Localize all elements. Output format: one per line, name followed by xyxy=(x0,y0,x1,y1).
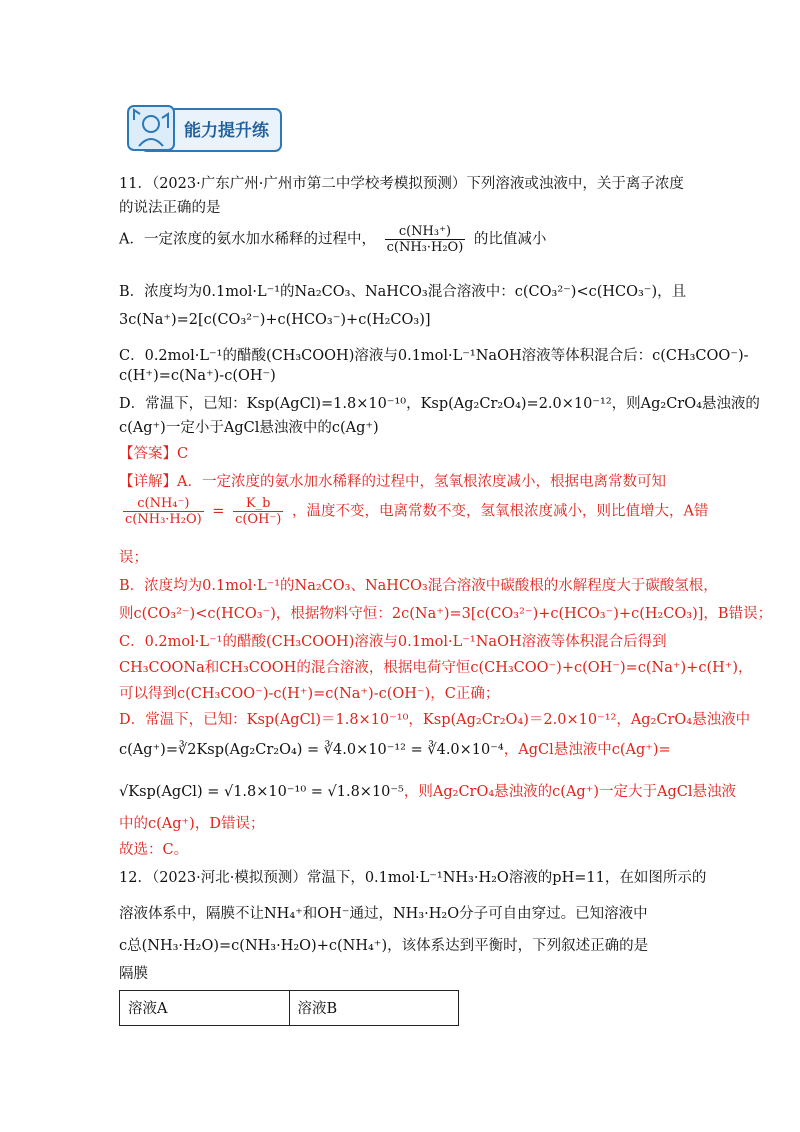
q12-stem-line1: 12．（2023·河北·模拟预测）常温下，0.1mol·L⁻¹NH₃·H₂O溶液的pH=11，在如图所示的 xyxy=(119,870,707,886)
section-banner xyxy=(122,98,280,154)
solution-a-cell: 溶液A xyxy=(128,1001,168,1017)
explanation-line5: 则c(CO₃²⁻)<c(HCO₃⁻)，根据物料守恒：2c(Na⁺)=3[c(CO₃²⁻)+c(HCO₃⁻)+c(H₂CO₃)]，B错误； xyxy=(119,606,773,622)
option-a-fraction xyxy=(385,224,466,255)
exp10-prefix: c(Ag⁺)= xyxy=(119,742,178,758)
explanation-line10 xyxy=(119,738,671,759)
q11-option-b-line2: 3c(Na⁺)=2[c(CO₃²⁻)+c(HCO₃⁻)+c(H₂CO₃)] xyxy=(119,312,431,328)
answer-label: 【答案】C xyxy=(119,446,189,462)
solution-diagram xyxy=(119,990,459,1026)
exp10-math: ∛2Ksp(Ag₂Cr₂O₄) = ∛4.0×10⁻¹² = ∛4.0×10⁻⁴ xyxy=(178,742,504,758)
exp-fraction-1-num: c(NH₄⁻) xyxy=(123,496,204,512)
exp-fraction-2-num: K_b xyxy=(233,496,283,512)
option-a-denominator: c(NH₃·H₂O) xyxy=(386,240,464,255)
exp-fraction-1-den: c(NH₃·H₂O) xyxy=(125,512,202,527)
explanation-line3: 误； xyxy=(119,550,148,566)
engineer-icon xyxy=(122,100,182,154)
q11-option-c-line2: c(H⁺)=c(Na⁺)-c(OH⁻) xyxy=(119,368,276,384)
solution-b-cell: 溶液B xyxy=(289,991,459,1025)
q12-stem-line3: c总(NH₃·H₂O)=c(NH₃·H₂O)+c(NH₄⁺)，该体系达到平衡时，下列叙述正确的是 xyxy=(119,938,649,954)
q12-membrane-label: 隔膜 xyxy=(119,966,148,982)
q11-stem-line2: 的说法正确的是 xyxy=(119,200,221,216)
exp10-suffix: ，AgCl悬浊液中c(Ag⁺)= xyxy=(503,742,671,758)
exp-fraction-2 xyxy=(233,496,283,527)
exp11-suffix: ，则Ag₂CrO₄悬浊液的c(Ag⁺)一定大于AgCl悬浊液 xyxy=(403,784,736,800)
q11-option-d-line1: D．常温下，已知：Ksp(AgCl)=1.8×10⁻¹⁰，Ksp(Ag₂Cr₂O₄)=2.0×10⁻¹²，则Ag₂CrO₄悬浊液的 xyxy=(119,396,760,412)
explanation-line13: 故选：C。 xyxy=(119,842,189,858)
option-a-suffix: 的比值减小 xyxy=(473,231,547,248)
exp11-math: √Ksp(AgCl) = √1.8×10⁻¹⁰ = √1.8×10⁻⁵ xyxy=(119,784,404,800)
exp-fraction-1 xyxy=(123,496,204,527)
q11-option-b-line1: B．浓度均为0.1mol·L⁻¹的Na₂CO₃、NaHCO₃混合溶液中：c(CO₃²⁻)<c(HCO₃⁻)，且 xyxy=(119,284,687,300)
exp-formula-suffix: ，温度不变，电离常数不变，氢氧根浓度减小，则比值增大，A错 xyxy=(291,503,709,520)
explanation-line12: 中的c(Ag⁺)，D错误； xyxy=(119,816,265,832)
q11-option-c-line1: C．0.2mol·L⁻¹的醋酸(CH₃COOH)溶液与0.1mol·L⁻¹NaOH溶液等体积混合后：c(CH₃COO⁻)- xyxy=(119,348,749,364)
explanation-formula-line xyxy=(119,496,708,527)
q11-option-a xyxy=(119,224,546,255)
explanation-line4: B．浓度均为0.1mol·L⁻¹的Na₂CO₃、NaHCO₃混合溶液中碳酸根的水解程度大于碳酸氢根， xyxy=(119,578,718,594)
q11-option-d-line2: c(Ag⁺)一定小于AgCl悬浊液中的c(Ag⁺) xyxy=(119,420,379,436)
exp-equals: = xyxy=(212,503,225,520)
explanation-line7: CH₃COONa和CH₃COOH的混合溶液，根据电荷守恒c(CH₃COO⁻)+c(OH⁻)=c(Na⁺)+c(H⁺)， xyxy=(119,660,753,676)
explanation-line6: C．0.2mol·L⁻¹的醋酸(CH₃COOH)溶液与0.1mol·L⁻¹NaOH溶液等体积混合后得到 xyxy=(119,634,667,650)
explanation-line8: 可以得到c(CH₃COO⁻)-c(H⁺)=c(Na⁺)-c(OH⁻)，C正确； xyxy=(119,686,500,702)
q11-stem-line1: 11．（2023·广东广州·广州市第二中学校考模拟预测）下列溶液或浊液中，关于离子浓度 xyxy=(119,176,684,192)
explanation-line9: D．常温下，已知：Ksp(AgCl)＝1.8×10⁻¹⁰，Ksp(Ag₂Cr₂O₄)＝2.0×10⁻¹²，Ag₂CrO₄悬浊液中 xyxy=(119,712,751,728)
option-a-numerator: c(NH₃⁺) xyxy=(385,224,466,240)
q12-stem-line2: 溶液体系中，隔膜不让NH₄⁺和OH⁻通过，NH₃·H₂O分子可自由穿过。已知溶液中 xyxy=(119,906,648,922)
option-a-text: A．一定浓度的氨水加水稀释的过程中， xyxy=(119,231,376,248)
exp-fraction-2-den: c(OH⁻) xyxy=(235,512,282,527)
explanation-line1: 【详解】A．一定浓度的氨水加水稀释的过程中，氢氧根浓度减小，根据电离常数可知 xyxy=(119,474,666,490)
banner-title: 能力提升练 xyxy=(184,121,269,141)
explanation-line11 xyxy=(119,780,736,801)
